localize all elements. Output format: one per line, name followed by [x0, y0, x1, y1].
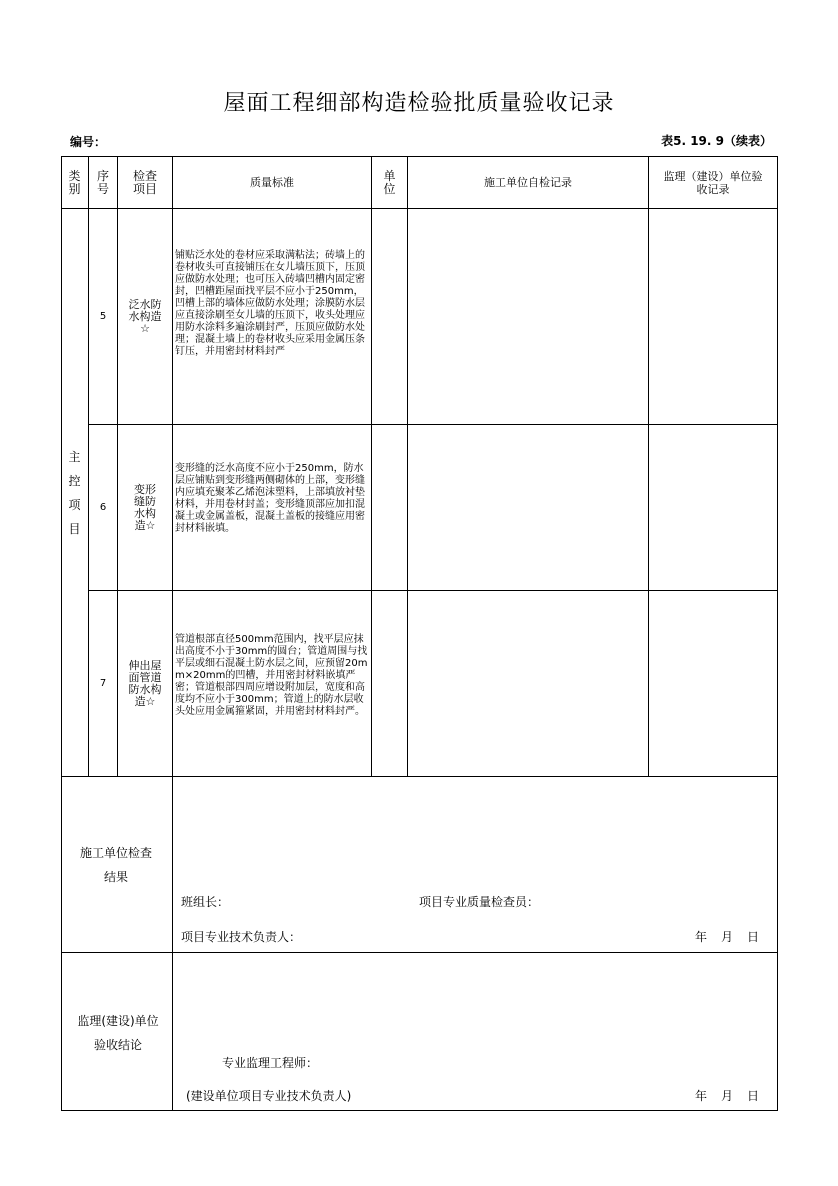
rule-col-item: [172, 156, 173, 1111]
row5-unit: [372, 209, 407, 424]
row7-standard: 管道根部直径500mm范围内，找平层应抹出高度不小于30mm的圆台；管道周围与找平层或细石混凝土防水层之间，应预留20mm×20mm的凹槽，并用密封材料嵌填严密；管道根部四周应增设附加层，宽度和高度均不应小于300mm；管道上的防水层收头处应用金属箍紧固，并用密封材料封严。: [175, 634, 368, 717]
header-seq: 序号: [96, 168, 109, 196]
row6-supervision[interactable]: [649, 425, 777, 590]
date-day: 日: [747, 930, 760, 944]
row5-standard: 铺贴泛水处的卷材应采取满粘法；砖墙上的卷材收头可直接铺压在女儿墙压顶下，压顶应做防水处理；也可压入砖墙凹槽内固定密封，凹槽距屋面找平层不应小于250mm，凹槽上部的墙体应做防水处理；涂膜防水层应直接涂刷至女儿墙的压顶下，收头处理应用防水涂料多遍涂刷封严，压顶应做防水处理；混凝土墙上的卷材收头应采用金属压条钉压，并用密封材料封严: [175, 250, 365, 357]
header-supervision: 监理（建设）单位验收记录: [663, 169, 763, 196]
tech-lead-label: 项目专业技术负责人：: [181, 930, 302, 944]
quality-inspector-label: 项目专业质量检查员：: [419, 895, 540, 909]
construction-date: [695, 928, 759, 945]
header-standard: 质量标准: [250, 176, 294, 189]
row7-self-check[interactable]: [408, 591, 648, 776]
record-number-label: 编号：: [70, 135, 107, 149]
date-year: 年: [695, 930, 708, 944]
rule-result-bottom: [61, 952, 778, 953]
row5-supervision[interactable]: [649, 209, 777, 424]
header-unit: 单位: [383, 168, 396, 196]
row7-seq: 7: [99, 678, 107, 689]
owner-tech-lead-label: (建设单位项目专业技术负责人): [186, 1089, 352, 1103]
row5-self-check[interactable]: [408, 209, 648, 424]
row7-item: 伸出屋面管道防水构造☆: [128, 658, 162, 708]
row6-unit: [372, 425, 407, 590]
row7-supervision[interactable]: [649, 591, 777, 776]
construction-result-label: 施工单位检查结果: [80, 846, 153, 884]
row6-seq: 6: [99, 502, 107, 513]
supervision-conclusion-label: 监理(建设)单位验收结论: [77, 1014, 159, 1052]
category-main-control: 主控项目: [68, 449, 81, 536]
header-self-check: 施工单位自检记录: [484, 176, 572, 189]
supervision-date: [695, 1087, 759, 1104]
row6-self-check[interactable]: [408, 425, 648, 590]
date-month: 月: [721, 1089, 734, 1103]
page-title: 屋面工程细部构造检验批质量验收记录: [223, 91, 615, 116]
supervision-engineer-label: 专业监理工程师：: [222, 1056, 319, 1070]
row6-item: 变形缝防水构造☆: [134, 482, 156, 532]
rule-main-bottom: [61, 776, 778, 777]
row6-standard: 变形缝的泛水高度不应小于250mm，防水层应铺贴到变形缝两侧砌体的上部，变形缝内应填充聚苯乙烯泡沫塑料，上部填放衬垫材料，并用卷材封盖；变形缝顶部应加扣混凝土或金属盖板，混凝土盖板的接缝应用密封材料嵌填。: [175, 463, 365, 534]
row7-unit: [372, 591, 407, 776]
header-item: 检查项目: [132, 168, 157, 196]
team-leader-label: 班组长：: [181, 895, 230, 909]
date-month: 月: [721, 930, 734, 944]
date-day: 日: [747, 1089, 760, 1103]
date-year: 年: [695, 1089, 708, 1103]
table-reference: 表5. 19. 9（续表）: [661, 134, 772, 148]
row5-item: 泛水防水构造☆: [128, 297, 162, 335]
header-category: 类别: [68, 168, 81, 196]
row5-seq: 5: [99, 311, 107, 322]
